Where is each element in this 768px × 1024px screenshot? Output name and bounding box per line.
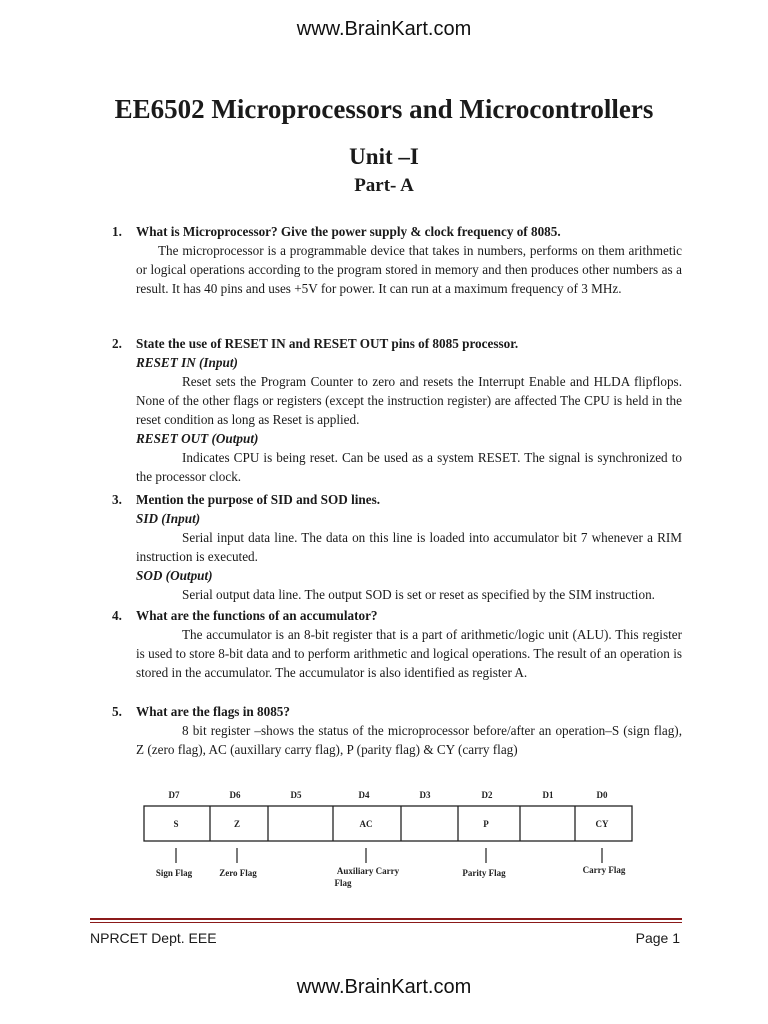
site-footer-url[interactable]: www.BrainKart.com — [296, 976, 472, 998]
question-5 — [112, 702, 682, 759]
question-number: 2. — [112, 336, 122, 351]
question-3 — [112, 490, 682, 604]
cell-ac: AC — [359, 819, 373, 829]
question-text: Mention the purpose of SID and SOD lines. — [136, 492, 381, 507]
answer-text: Serial input data line. The data on this line is loaded into accumulator bit 7 whenever a RIM instruction is executed. — [136, 530, 682, 564]
cell-z: Z — [233, 819, 241, 829]
question-heading — [112, 490, 682, 509]
answer-text: 8 bit register –shows the status of the microprocessor before/after an operation–S (sign flag), Z (zero flag), AC (auxillary carry flag), P (parity flag) & CY (carry flag) — [136, 723, 682, 757]
label-aux-carry-flag: Auxiliary Carry — [336, 866, 400, 876]
part-title: Part- A — [354, 175, 414, 196]
label-parity-flag: Parity Flag — [462, 868, 506, 878]
label-carry-flag: Carry Flag — [582, 865, 626, 875]
label-sign-flag: Sign Flag — [155, 868, 193, 878]
answer-text: Reset sets the Program Counter to zero and resets the Interrupt Enable and HLDA flipflops. None of the other flags or registers (except the instruction register) are affected The CPU is held in the reset condition as long as Reset is applied. — [136, 374, 682, 427]
question-number: 3. — [112, 492, 122, 507]
bit-label-d7: D7 — [168, 790, 180, 800]
subheading-reset-in: RESET IN (Input) — [136, 355, 238, 370]
question-heading — [112, 334, 682, 353]
answer-text: Indicates CPU is being reset. Can be used as a system RESET. The signal is synchronized to the processor clock. — [136, 450, 682, 484]
label-zero-flag: Zero Flag — [219, 868, 257, 878]
register-cells — [144, 806, 632, 841]
flag-register-diagram — [136, 786, 646, 896]
cell-p: P — [483, 819, 489, 829]
subheading-reset-out: RESET OUT (Output) — [136, 431, 259, 446]
question-text: State the use of RESET IN and RESET OUT pins of 8085 processor. — [136, 336, 519, 351]
question-heading — [112, 702, 682, 721]
bit-label-d0: D0 — [596, 790, 608, 800]
bit-label-d4: D4 — [358, 790, 370, 800]
subheading-sid: SID (Input) — [136, 511, 201, 526]
question-2 — [112, 334, 682, 486]
cell-s: S — [173, 819, 179, 829]
footer-page-number: Page 1 — [635, 930, 680, 946]
bit-label-d6: D6 — [229, 790, 241, 800]
question-number: 4. — [112, 608, 122, 623]
bit-label-d1: D1 — [542, 790, 554, 800]
question-number: 5. — [112, 704, 122, 719]
course-title: EE6502 Microprocessors and Microcontrollers — [114, 94, 654, 124]
question-number: 1. — [112, 224, 122, 239]
unit-title: Unit –I — [349, 144, 419, 169]
footer-divider — [90, 918, 682, 920]
question-heading — [112, 606, 682, 625]
bit-label-d3: D3 — [419, 790, 431, 800]
bit-label-d2: D2 — [481, 790, 493, 800]
answer-text: Serial output data line. The output SOD is set or reset as specified by the SIM instruction. — [182, 587, 655, 602]
question-heading — [112, 222, 682, 241]
subheading-sod: SOD (Output) — [136, 568, 213, 583]
footer-divider-thin — [90, 922, 682, 923]
footer-department: NPRCET Dept. EEE — [90, 930, 217, 946]
question-text: What are the flags in 8085? — [136, 704, 290, 719]
site-header-url[interactable]: www.BrainKart.com — [296, 18, 472, 40]
answer-text: The microprocessor is a programmable device that takes in numbers, performs on them arithmetic or logical operations according to the program stored in memory and then produces other numbers as a result. It has 40 pins and uses +5V for power. It can run at a maximum frequency of 3 MHz. — [136, 243, 682, 296]
answer-text: The accumulator is an 8-bit register that is a part of arithmetic/logic unit (ALU). This register is used to store 8-bit data and to perform arithmetic and logical operations. The result of an operation is stored in the accumulator. The accumulator is also identified as register A. — [136, 627, 682, 680]
question-1 — [112, 222, 682, 298]
question-text: What are the functions of an accumulator? — [136, 608, 378, 623]
question-4 — [112, 606, 682, 682]
bit-label-d5: D5 — [290, 790, 302, 800]
flag-pointer-lines — [176, 848, 602, 863]
question-text: What is Microprocessor? Give the power supply & clock frequency of 8085. — [136, 224, 561, 239]
label-aux-carry-flag-2: Flag — [334, 878, 352, 888]
cell-cy: CY — [595, 819, 609, 829]
